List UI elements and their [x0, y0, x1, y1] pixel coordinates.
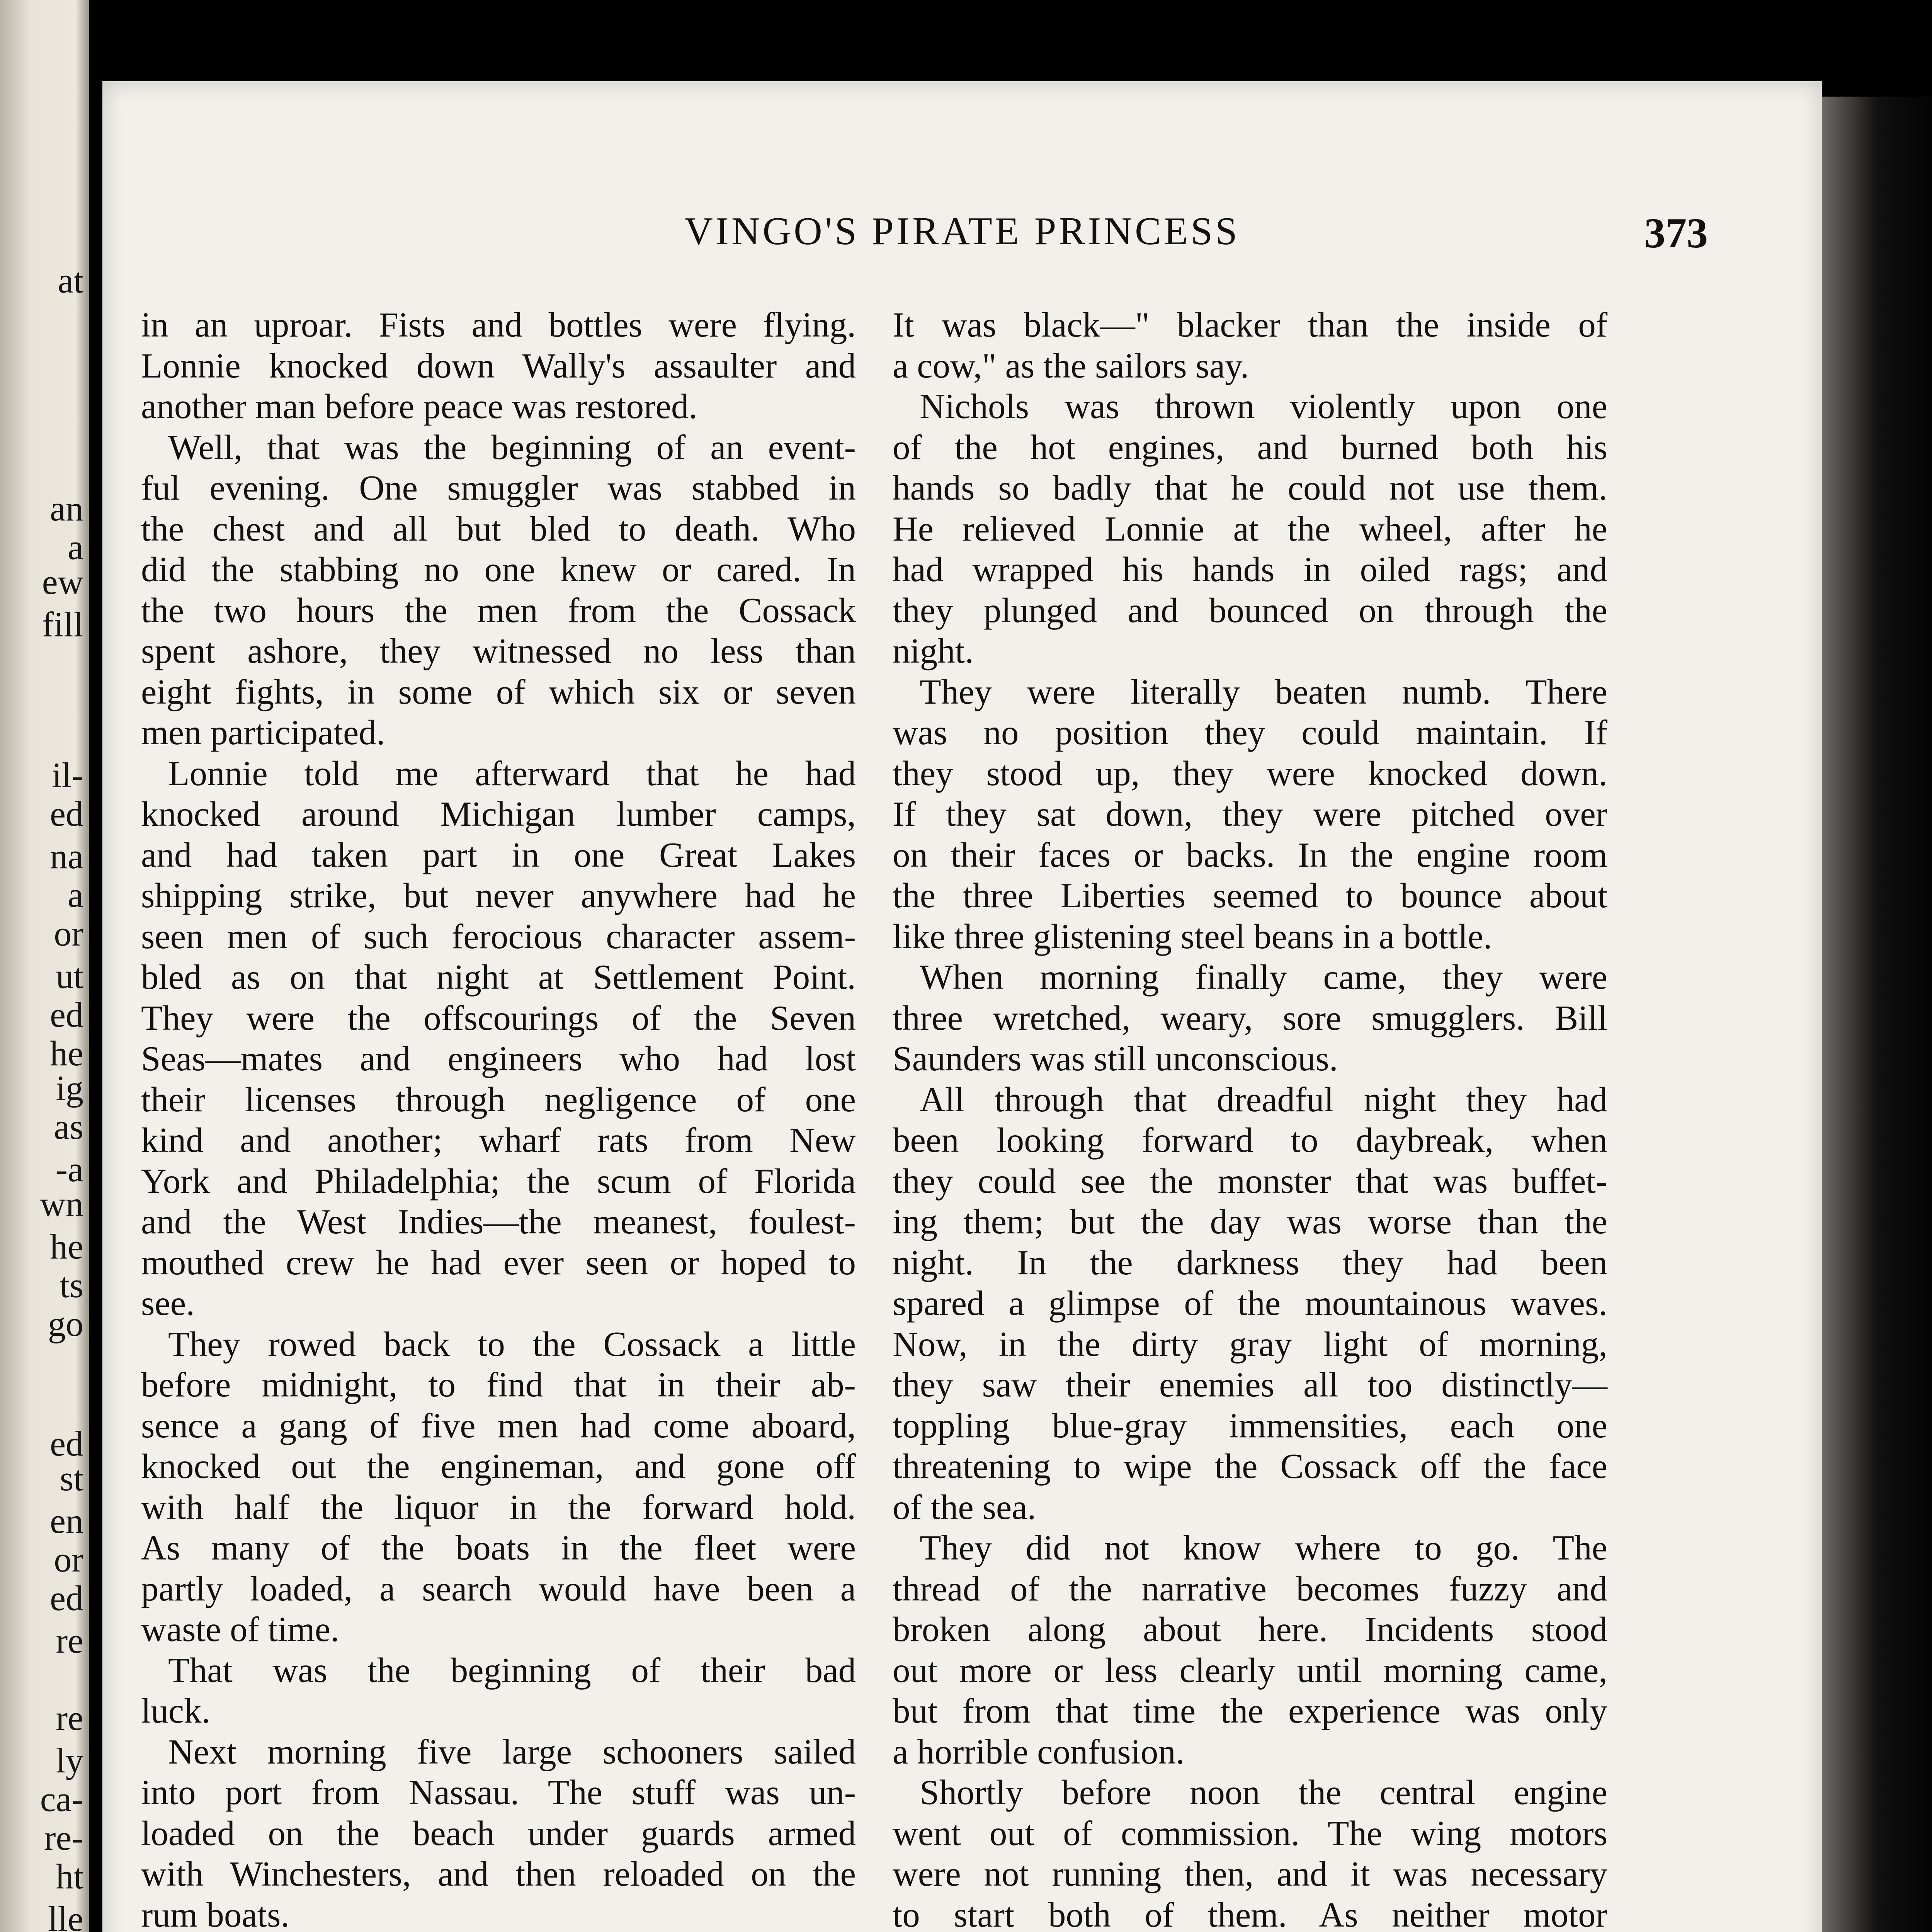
text-line: a horrible confusion. — [893, 1732, 1185, 1771]
text-line: rum boats. — [141, 1895, 290, 1932]
edge-text-fragment: ly — [56, 1741, 83, 1780]
edge-text-fragment: ew — [42, 562, 83, 602]
edge-text-fragment: -a — [56, 1150, 83, 1189]
edge-text-fragment: re- — [44, 1818, 83, 1857]
text-line: Well, that was the beginning of an event- — [168, 427, 856, 467]
text-line: of the hot engines, and burned both his — [893, 427, 1607, 467]
text-line: luck. — [141, 1691, 211, 1730]
edge-text-fragment: ed — [50, 794, 83, 833]
text-line: men participated. — [141, 713, 385, 752]
text-line: ing them; but the day was worse than the — [893, 1202, 1607, 1241]
edge-text-fragment: ca- — [40, 1779, 83, 1819]
text-line: spared a glimpse of the mountainous waves. — [893, 1284, 1607, 1323]
text-line: they stood up, they were knocked down. — [893, 753, 1607, 793]
text-line: with half the liquor in the forward hold. — [141, 1487, 856, 1527]
text-line: kind and another; wharf rats from New — [141, 1121, 856, 1160]
text-line: the three Liberties seemed to bounce about — [893, 876, 1607, 915]
text-line: see. — [141, 1284, 195, 1323]
text-line: They were the offscourings of the Seven — [141, 998, 856, 1037]
text-line: knocked around Michigan lumber camps, — [141, 794, 856, 833]
text-line: they plunged and bounced on through the — [893, 590, 1607, 630]
text-line: their licenses through negligence of one — [141, 1080, 856, 1119]
text-line: loaded on the beach under guards armed — [141, 1813, 856, 1853]
edge-text-fragment: ed — [50, 1578, 83, 1618]
edge-text-fragment: he — [50, 1034, 83, 1073]
text-line: They rowed back to the Cossack a little — [168, 1324, 856, 1364]
page-number: 373 — [1644, 209, 1708, 257]
edge-text-fragment: wn — [40, 1184, 83, 1224]
right-text-column — [893, 304, 1607, 1932]
edge-text-fragment: as — [54, 1107, 83, 1146]
text-line: shipping strike, but never anywhere had he — [141, 876, 856, 915]
page-header — [102, 209, 1822, 259]
edge-text-fragment: ut — [56, 956, 83, 996]
edge-text-fragment: a — [68, 527, 83, 567]
text-line: Shortly before noon the central engine — [920, 1773, 1607, 1812]
text-line: Saunders was still unconscious. — [893, 1039, 1338, 1078]
text-line: mouthed crew he had ever seen or hoped to — [141, 1243, 856, 1282]
text-line: and had taken part in one Great Lakes — [141, 835, 856, 874]
text-line: Nichols was thrown violently upon one — [920, 387, 1607, 426]
text-line: Lonnie told me afterward that he had — [168, 753, 856, 793]
edge-text-fragment: or — [54, 1540, 83, 1579]
edge-text-fragment: go — [48, 1304, 83, 1344]
text-line: the chest and all but bled to death. Who — [141, 509, 856, 548]
text-line: night. — [893, 631, 974, 670]
text-line: York and Philadelphia; the scum of Florida — [141, 1161, 856, 1201]
edge-text-fragment: lle — [48, 1899, 83, 1932]
text-line: All through that dreadful night they had — [920, 1080, 1607, 1119]
text-line: in an uproar. Fists and bottles were flying. — [141, 305, 856, 344]
text-line: three wretched, weary, sore smugglers. Bill — [893, 998, 1607, 1037]
text-line: They were literally beaten numb. There — [920, 672, 1607, 711]
text-line: night. In the darkness they had been — [893, 1243, 1607, 1282]
edge-text-fragment: or — [54, 914, 83, 953]
edge-text-fragment: ht — [56, 1857, 83, 1896]
text-line: thread of the narrative becomes fuzzy and — [893, 1569, 1607, 1608]
text-line: went out of commission. The wing motors — [893, 1813, 1607, 1853]
edge-text-fragment: ts — [60, 1265, 83, 1305]
text-line: When morning finally came, they were — [920, 957, 1607, 997]
edge-text-fragment: re — [56, 1621, 83, 1660]
text-line: eight fights, in some of which six or seven — [141, 672, 856, 711]
text-line: Lonnie knocked down Wally's assaulter and — [141, 346, 856, 385]
text-line: they could see the monster that was buffet- — [893, 1161, 1607, 1201]
edge-text-fragment: a — [68, 875, 83, 915]
text-line: He relieved Lonnie at the wheel, after he — [893, 509, 1607, 548]
text-line: bled as on that night at Settlement Point. — [141, 957, 856, 997]
text-line: hands so badly that he could not use them. — [893, 468, 1607, 507]
text-line: on their faces or backs. In the engine room — [893, 835, 1607, 874]
text-line: As many of the boats in the fleet were — [141, 1528, 856, 1567]
text-line: before midnight, to find that in their ab- — [141, 1365, 856, 1404]
text-line: If they sat down, they were pitched over — [893, 794, 1607, 833]
text-line: Next morning five large schooners sailed — [168, 1732, 856, 1771]
text-line: the two hours the men from the Cossack — [141, 590, 856, 630]
text-line: sence a gang of five men had come aboard, — [141, 1406, 856, 1445]
edge-text-fragment: an — [50, 489, 83, 528]
edge-text-fragment: fill — [42, 605, 83, 644]
edge-text-fragment: il- — [52, 755, 83, 795]
edge-text-fragment: he — [50, 1227, 83, 1266]
text-line: They did not know where to go. The — [920, 1528, 1607, 1567]
edge-text-fragment: en — [50, 1501, 83, 1541]
text-line: was no position they could maintain. If — [893, 713, 1607, 752]
text-line: another man before peace was restored. — [141, 387, 698, 426]
text-line: threatening to wipe the Cossack off the face — [893, 1447, 1607, 1486]
text-line: had wrapped his hands in oiled rags; and — [893, 550, 1607, 589]
edge-text-fragment: na — [50, 837, 83, 876]
edge-text-fragment: ig — [56, 1068, 83, 1108]
text-line: It was black—" blacker than the inside of — [893, 305, 1607, 344]
edge-text-fragment: at — [58, 261, 83, 300]
text-line: knocked out the engineman, and gone off — [141, 1447, 856, 1486]
text-line: toppling blue-gray immensities, each one — [893, 1406, 1607, 1445]
text-line: did the stabbing no one knew or cared. In — [141, 550, 856, 589]
text-line: Seas—mates and engineers who had lost — [141, 1039, 856, 1078]
edge-text-fragment: re — [56, 1698, 83, 1738]
edge-text-fragment: ed — [50, 995, 83, 1034]
text-line: out more or less clearly until morning came, — [893, 1650, 1607, 1690]
text-line: seen men of such ferocious character assem- — [141, 917, 856, 956]
running-title: VINGO'S PIRATE PRINCESS — [684, 209, 1240, 253]
text-line: broken along about here. Incidents stood — [893, 1610, 1607, 1649]
text-line: were not running then, and it was necessary — [893, 1854, 1607, 1893]
text-line: That was the beginning of their bad — [168, 1650, 856, 1690]
text-line: and the West Indies—the meanest, foulest- — [141, 1202, 856, 1241]
text-line: been looking forward to daybreak, when — [893, 1121, 1607, 1160]
adjacent-page-edge — [0, 0, 89, 1932]
left-text-column — [141, 304, 856, 1932]
text-line: they saw their enemies all too distinctly— — [893, 1365, 1607, 1404]
text-line: of the sea. — [893, 1487, 1036, 1527]
text-line: waste of time. — [141, 1610, 339, 1649]
text-line: into port from Nassau. The stuff was un- — [141, 1773, 856, 1812]
text-line: ful evening. One smuggler was stabbed in — [141, 468, 856, 507]
edge-text-fragment: st — [60, 1459, 83, 1498]
text-line: spent ashore, they witnessed no less than — [141, 631, 856, 670]
edge-text-fragment: ed — [50, 1424, 83, 1463]
text-line: Now, in the dirty gray light of morning, — [893, 1324, 1607, 1364]
scan-border — [1822, 97, 1932, 1932]
text-line: like three glistening steel beans in a bottle. — [893, 917, 1492, 956]
text-line: with Winchesters, and then reloaded on the — [141, 1854, 856, 1893]
text-line: but from that time the experience was only — [893, 1691, 1607, 1730]
text-line: a cow," as the sailors say. — [893, 346, 1249, 385]
text-line: partly loaded, a search would have been a — [141, 1569, 856, 1608]
book-page — [102, 81, 1822, 1932]
text-line: to start both of them. As neither motor — [893, 1895, 1607, 1932]
